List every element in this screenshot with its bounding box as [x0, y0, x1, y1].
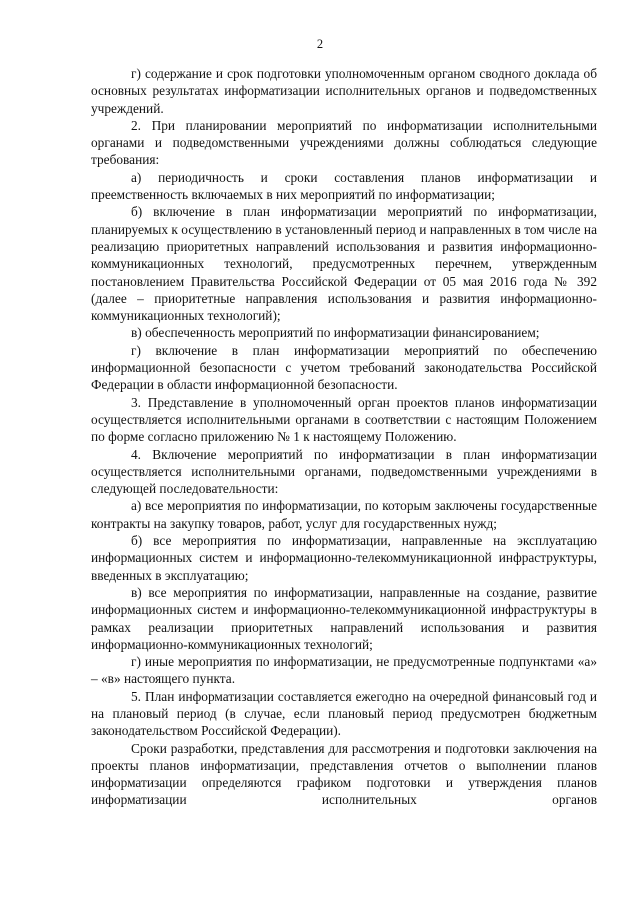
paragraph-4-sequence: 4. Включение мероприятий по информатизации в план информатизации осуществляется исполнительными органами, подведомственными учреждениями в следующей последовательности: [91, 446, 597, 497]
paragraph-item-a-contracts: а) все мероприятия по информатизации, по которым заключены государственные контракты на закупку товаров, работ, услуг для государственных нужд; [91, 498, 597, 531]
paragraph-item-g-other: г) иные мероприятия по информатизации, не предусмотренные подпунктами «а» – «в» настоящего пункта. [91, 654, 597, 687]
paragraph-2-planning-requirements: 2. При планировании мероприятий по информатизации исполнительными органами и подведомственными учреждениями должны соблюдаться следующие требования: [91, 117, 597, 168]
page-number: 2 [316, 37, 324, 51]
paragraph-5-annual-plan: 5. План информатизации составляется ежегодно на очередной финансовый год и на плановый период (в случае, если плановый период предусмотрен бюджетным законодательством Российской Федерации). [91, 688, 597, 739]
paragraph-item-v-development: в) все мероприятия по информатизации, направленные на создание, развитие информационных систем и информационно-телекоммуникационной инфраструктуры в рамках реализации приоритетных направлений использования и развития информационно-коммуникационных технологий; [91, 584, 597, 652]
paragraph-item-v-funding: в) обеспеченность мероприятий по информатизации финансированием; [131, 325, 540, 341]
paragraph-deadlines: Сроки разработки, представления для рассмотрения и подготовки заключения на проекты планов информатизации, представления отчетов о выполнении планов информатизации определяются графиком подготовки и утверждения планов информатизации исполнительных органов [91, 740, 597, 808]
paragraph-item-b-inclusion: б) включение в план информатизации мероприятий по информатизации, планируемых к осуществлению в установленный период и направленных в том числе на реализацию приоритетных направлений использования и развития информационно-коммуникационных технологий, предусмотренных перечнем, утвержденным постановлением Правительства Российской Федерации от 05 мая 2016 года № 392 (далее – приоритетные направления использования и развития информационно-коммуникационных технологий); [91, 204, 597, 324]
paragraph-item-b-operation: б) все мероприятия по информатизации, направленные на эксплуатацию информационных систем и информационно-телекоммуникационной инфраструктуры, введенных в эксплуатацию; [91, 533, 597, 583]
paragraph-3-submission: 3. Представление в уполномоченный орган проектов планов информатизации осуществляется исполнительными органами в соответствии с настоящим Положением по форме согласно приложению № 1 к настоящему Положению. [91, 394, 597, 445]
paragraph-item-g-report: г) содержание и срок подготовки уполномоченным органом сводного доклада об основных результатах информатизации исполнительных органов и подведомственных учреждений. [91, 66, 597, 116]
paragraph-item-g-security: г) включение в план информатизации мероприятий по обеспечению информационной безопасности с учетом требований законодательства Российской Федерации в области информационной безопасности. [91, 342, 597, 393]
paragraph-item-a-periodicity: а) периодичность и сроки составления планов информатизации и преемственность включаемых в них мероприятий по информатизации; [91, 169, 597, 203]
document-body [91, 65, 597, 809]
